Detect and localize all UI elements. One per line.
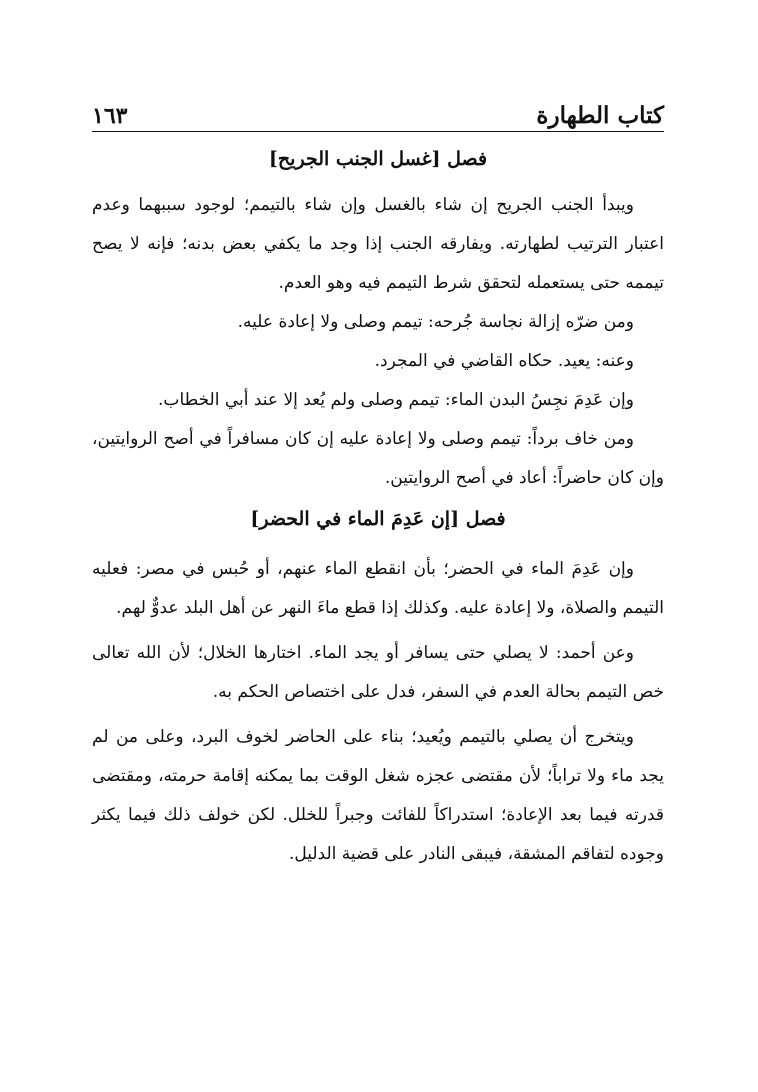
paragraph: وعنه: يعيد. حكاه القاضي في المجرد. bbox=[374, 351, 634, 371]
paragraph: وإن عَدِمَ نجِسُ البدن الماء: تيمم وصلى ولم يُعد إلا عند أبي الخطاب. bbox=[158, 390, 634, 410]
page-number: ١٦٣ bbox=[92, 103, 128, 129]
paragraph: ومن ضرّه إزالة نجاسة جُرحه: تيمم وصلى ولا إعادة عليه. bbox=[237, 312, 634, 332]
paragraph: وإن عَدِمَ الماء في الحضر؛ بأن انقطع الماء عنهم، أو حُبس في مصر: فعليه التيمم والصلاة، ولا إعادة عليه. وكذلك إذا قطع ماءَ النهر عن أهل البلد عدوٌّ لهم. bbox=[92, 559, 664, 618]
book-title: كتاب الطهارة bbox=[536, 102, 664, 129]
paragraph: ويبدأ الجنب الجريح إن شاء بالغسل وإن شاء بالتيمم؛ لوجود سببهما وعدم اعتبار الترتيب لطهارته. ويفارقه الجنب إذا وجد ما يكفي بعض بدنه؛ فإنه لا يصح تيممه حتى يستعمله لتحقق شرط التيمم فيه وهو العدم. bbox=[92, 195, 664, 293]
running-header bbox=[92, 92, 664, 132]
paragraph: وعن أحمد: لا يصلي حتى يسافر أو يجد الماء. اختارها الخلال؛ لأن الله تعالى خص التيمم بحالة العدم في السفر، فدل على اختصاص الحكم به. bbox=[92, 643, 664, 702]
section-heading-no-water-in-residence: فصل [إن عَدِمَ الماء في الحضر] bbox=[250, 508, 506, 530]
paragraph: ويتخرج أن يصلي بالتيمم ويُعيد؛ بناء على الحاضر لخوف البرد، وعلى من لم يجد ماء ولا تراباً؛ لأن مقتضى عجزه شغل الوقت بما يمكنه إقامة حرمته، ومقتضى قدرته فيما بعد الإعادة؛ استدراكاً للفائت وجبراً للخلل. لكن خولف ذلك فيما يكثر وجوده لتفاقم المشقة، فيبقى النادر على قضية الدليل. bbox=[92, 727, 664, 864]
section-heading-wounded-junub: فصل [غسل الجنب الجريح] bbox=[268, 148, 488, 170]
page-content bbox=[92, 138, 664, 874]
paragraph: ومن خاف برداً: تيمم وصلى ولا إعادة عليه إن كان مسافراً في أصح الروايتين، وإن كان حاضراً: أعاد في أصح الروايتين. bbox=[92, 429, 664, 488]
